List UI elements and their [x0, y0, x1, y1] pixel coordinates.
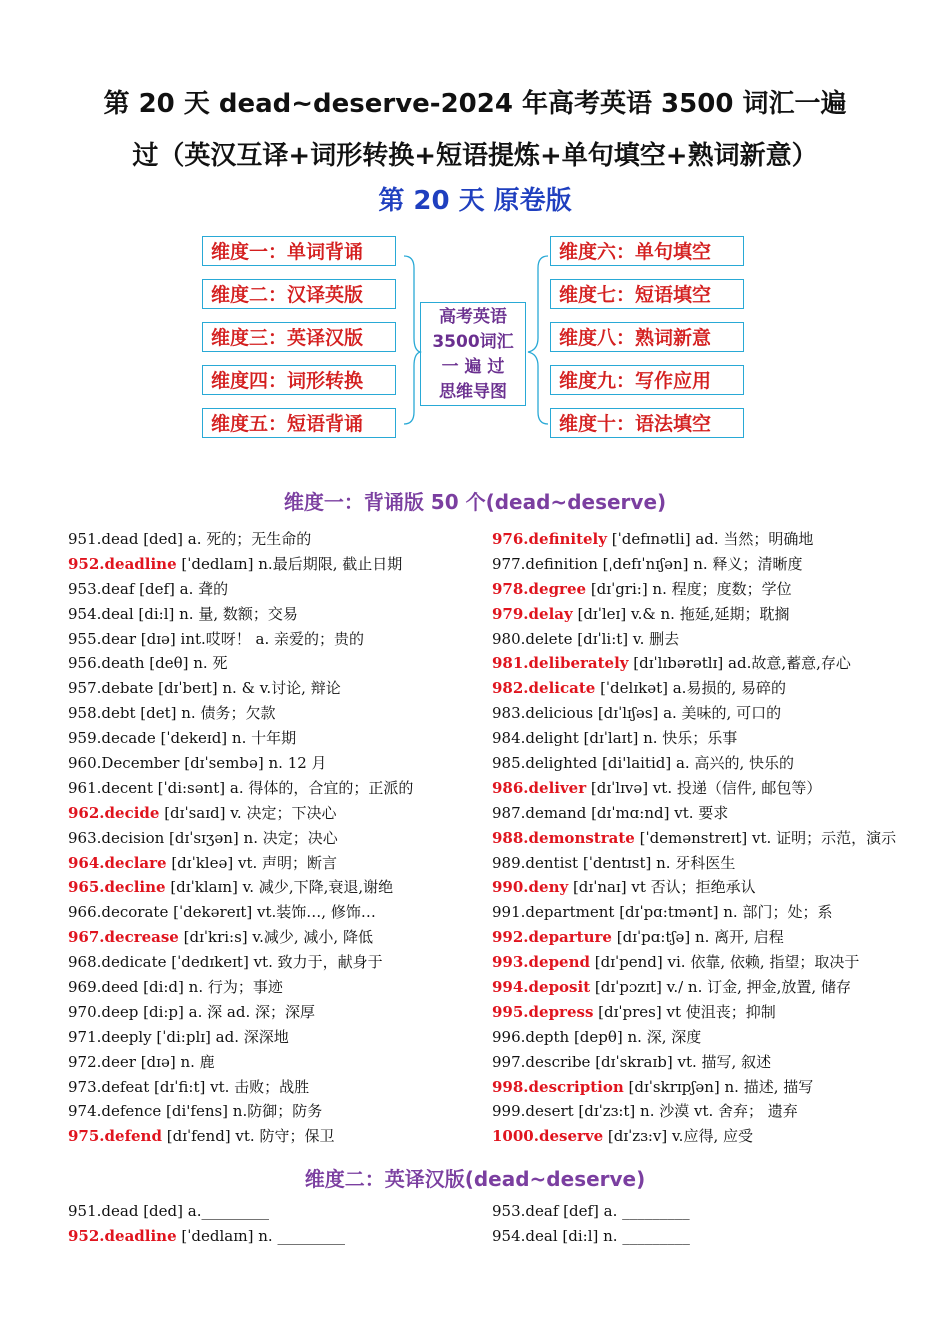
vocab-definition: [di'laitid] a. 高兴的, 快乐的 [597, 754, 794, 773]
vocab-headword: 952.deadline [68, 1226, 177, 1245]
vocab-headword: 967.decrease [68, 928, 179, 947]
section-1-heading: 维度一：背诵版 50 个(dead~deserve) [283, 490, 667, 514]
vocab-definition: [ˈdekeɪd] n. 十年期 [155, 729, 297, 748]
vocab-definition: [dɪˈleɪ] v.& n. 拖延,延期；耽搁 [572, 604, 790, 623]
section-2-left-column [68, 1199, 478, 1249]
vocab-headword: 954.deal [492, 1226, 558, 1245]
vocab-entry [68, 1050, 478, 1075]
mind-map-right-4: 维度九：写作应用 [550, 365, 744, 395]
mind-map-left-3: 维度三：英译汉版 [202, 322, 396, 352]
vocab-definition: [dɪˈkleə] vt. 声明；断言 [166, 853, 338, 872]
vocab-headword: 991.department [492, 903, 615, 922]
vocab-entry [492, 726, 932, 751]
vocab-entry [492, 900, 932, 925]
vocab-definition: [dɪˈlɪʃəs] a. 美味的, 可口的 [593, 704, 782, 723]
vocab-definition: [def] a. _________ [558, 1202, 690, 1220]
vocab-entry [492, 776, 932, 801]
title-line-2: 过（英汉互译+词形转换+短语提炼+单句填空+熟词新意） [132, 141, 818, 171]
vocab-entry [68, 577, 478, 602]
vocab-entry [68, 826, 478, 851]
vocab-headword: 951.dead [68, 1202, 139, 1220]
vocab-headword: 999.desert [492, 1102, 574, 1121]
vocab-definition: [dɪˈbeɪt] n. & v.讨论, 辩论 [153, 679, 341, 698]
vocab-definition: [dɪˈklaɪn] v. 减少,下降,衰退,谢绝 [165, 878, 394, 897]
vocab-definition: [ˈdedlaɪn] n. _________ [176, 1226, 345, 1245]
vocab-entry [68, 676, 478, 701]
vocab-definition: [ded] a. 死的；无生命的 [138, 530, 312, 548]
vocab-entry [492, 602, 932, 627]
vocab-definition: [def] a. 聋的 [134, 579, 229, 598]
vocab-headword: 964.declare [68, 853, 167, 872]
vocab-headword: 953.deaf [492, 1202, 559, 1220]
vocab-headword: 953.deaf [68, 579, 135, 598]
vocab-definition: [dɪˈzɜ:v] v.应得, 应受 [603, 1127, 753, 1146]
document-subtitle: 第 20 天 原卷版 [378, 186, 572, 216]
vocab-definition: [dɪˈzɜ:t] n. 沙漠 vt. 舍弃； 遗弃 [573, 1102, 798, 1121]
vocab-entry [68, 1124, 478, 1149]
vocab-entry [68, 527, 478, 552]
vocab-headword: 980.delete [492, 629, 573, 648]
vocab-entry [68, 875, 478, 900]
vocab-entry [68, 751, 478, 776]
vocab-headword: 976.definitely [492, 530, 607, 548]
vocab-headword: 951.dead [68, 530, 139, 548]
mind-map-center-line-4: 思维导图 [439, 382, 507, 402]
mind-map-center-line-1: 高考英语 [439, 307, 507, 327]
vocab-headword: 961.decent [68, 778, 153, 797]
vocab-definition: [dɪˈgri:] n. 程度；度数；学位 [586, 579, 792, 598]
vocab-definition: [dɪˈli:t] v. 删去 [572, 629, 680, 648]
vocab-definition: [dɪˈlaɪt] n. 快乐；乐事 [578, 729, 738, 748]
vocab-definition: [dɪˈskraɪb] vt. 描写, 叙述 [590, 1052, 772, 1071]
vocab-definition: [depθ] n. 深, 深度 [569, 1027, 702, 1046]
vocab-definition: [dɪˈpend] vi. 依靠, 依赖, 指望；取决于 [590, 953, 860, 972]
vocab-headword: 972.deer [68, 1052, 136, 1071]
vocab-entry [68, 925, 478, 950]
vocab-definition: [dɪˈsembə] n. 12 月 [179, 754, 327, 773]
vocab-headword: 981.deliberately [492, 654, 629, 673]
vocab-definition: [dɪˈpres] vt 使沮丧；抑制 [593, 1002, 776, 1021]
vocab-entry [492, 651, 932, 676]
vocab-definition: [dɪˈkri:s] v.减少, 减小, 降低 [178, 928, 373, 947]
vocab-definition: [det] n. 债务；欠款 [135, 704, 276, 723]
vocab-definition: [di:l] n. _________ [557, 1226, 690, 1245]
vocab-definition: [dɪˈskrɪpʃən] n. 描述, 描写 [623, 1077, 814, 1096]
vocab-definition: [ˈdedɪkeɪt] vt. 致力于，献身于 [166, 953, 383, 972]
vocab-headword: 952.deadline [68, 554, 177, 573]
vocab-headword: 966.decorate [68, 903, 169, 922]
vocab-entry [68, 975, 478, 1000]
vocab-definition: [di:l] n. 量, 数额；交易 [133, 604, 298, 623]
vocab-entry [492, 1000, 932, 1025]
vocab-definition: [ˌdefɪˈnɪʃən] n. 释义；清晰度 [597, 554, 803, 573]
mind-map-center [420, 302, 526, 406]
vocab-entry [68, 776, 478, 801]
vocab-headword: 958.debt [68, 704, 136, 723]
vocab-definition: [dɪˈpɔzɪt] v./ n. 订金, 押金,放置, 储存 [590, 978, 851, 997]
vocab-entry [68, 950, 478, 975]
vocab-entry [68, 1099, 478, 1124]
vocab-headword: 986.deliver [492, 778, 587, 797]
section-2-heading: 维度二：英译汉版(dead~deserve) [304, 1167, 646, 1191]
vocab-headword: 960.December [68, 754, 180, 773]
vocab-headword: 992.departure [492, 928, 612, 947]
vocab-entry [492, 950, 932, 975]
vocab-headword: 970.deep [68, 1002, 139, 1021]
mind-map-right-1: 维度六：单句填空 [550, 236, 744, 266]
vocab-headword: 996.depth [492, 1027, 570, 1046]
mind-map-left-1: 维度一：单词背诵 [202, 236, 396, 266]
vocab-entry [492, 925, 932, 950]
section-1-right-column [492, 527, 932, 1149]
vocab-definition: [ˈdi:plɪ] ad. 深深地 [151, 1027, 289, 1046]
vocab-definition: [dɪə] int.哎呀！ a. 亲爱的；贵的 [136, 629, 365, 648]
vocab-headword: 968.dedicate [68, 953, 167, 972]
vocab-entry [68, 1224, 478, 1249]
vocab-entry [68, 1025, 478, 1050]
vocab-headword: 988.demonstrate [492, 828, 635, 847]
vocab-headword: 994.deposit [492, 978, 591, 997]
vocab-headword: 984.delight [492, 729, 579, 748]
right-bracket [528, 256, 548, 424]
vocab-headword: 1000.deserve [492, 1127, 604, 1146]
vocab-entry [68, 552, 478, 577]
vocab-headword: 959.decade [68, 729, 156, 748]
vocab-entry [492, 975, 932, 1000]
vocab-headword: 985.delighted [492, 754, 598, 773]
vocab-definition: [dɪˈsɪʒən] n. 决定；决心 [164, 828, 338, 847]
mind-map-left-5: 维度五：短语背诵 [202, 408, 396, 438]
vocab-headword: 978.degree [492, 579, 587, 598]
vocab-definition: [dɪˈmɑ:nd] vt. 要求 [586, 803, 729, 822]
vocab-headword: 974.defence [68, 1102, 162, 1121]
vocab-headword: 971.deeply [68, 1027, 152, 1046]
vocab-entry [492, 1075, 932, 1100]
vocab-entry [68, 627, 478, 652]
vocab-headword: 995.depress [492, 1002, 594, 1021]
vocab-entry [492, 801, 932, 826]
vocab-definition: [di:p] a. 深 ad. 深；深厚 [138, 1002, 315, 1021]
vocab-entry [68, 1199, 478, 1224]
section-2-right-column [492, 1199, 932, 1249]
vocab-entry [492, 751, 932, 776]
mind-map [0, 0, 950, 460]
vocab-entry [492, 527, 932, 552]
vocab-definition: [dɪˈlɪbərətlɪ] ad.故意,蓄意,存心 [628, 654, 851, 673]
vocab-entry [492, 1224, 932, 1249]
vocab-headword: 989.dentist [492, 853, 579, 872]
vocab-entry [492, 1099, 932, 1124]
vocab-definition: [ˈdefɪnətli] ad. 当然；明确地 [606, 530, 814, 548]
vocab-definition: [deθ] n. 死 [144, 654, 228, 673]
vocab-headword: 954.deal [68, 604, 134, 623]
vocab-definition: [di:d] n. 行为；事迹 [138, 978, 283, 997]
vocab-headword: 987.demand [492, 803, 587, 822]
vocab-definition: [dɪˈpɑ:tmənt] n. 部门；处；系 [614, 903, 833, 922]
vocab-definition: [dɪˈsaɪd] v. 决定；下决心 [159, 803, 337, 822]
mind-map-right-2: 维度七：短语填空 [550, 279, 744, 309]
mind-map-left-4: 维度四：词形转换 [202, 365, 396, 395]
vocab-headword: 956.death [68, 654, 145, 673]
vocab-definition: [ˈdentɪst] n. 牙科医生 [578, 853, 736, 872]
vocab-definition: [dɪˈpɑ:tʃə] n. 离开, 启程 [611, 928, 784, 947]
vocab-definition: [ˈdelɪkət] a.易损的, 易碎的 [595, 679, 786, 698]
vocab-entry [68, 651, 478, 676]
vocab-headword: 955.dear [68, 629, 136, 648]
vocab-entry [68, 900, 478, 925]
vocab-entry [492, 1124, 932, 1149]
vocab-entry [492, 627, 932, 652]
vocab-entry [492, 1025, 932, 1050]
vocab-entry [492, 851, 932, 876]
vocab-headword: 983.delicious [492, 704, 594, 723]
vocab-entry [68, 801, 478, 826]
vocab-definition: [dɪə] n. 鹿 [135, 1052, 215, 1071]
mind-map-right-5: 维度十：语法填空 [550, 408, 744, 438]
vocab-entry [492, 875, 932, 900]
mind-map-center-line-2: 3500词汇 [432, 332, 514, 352]
vocab-entry [68, 1000, 478, 1025]
vocab-definition: [dɪˈlɪvə] vt. 投递（信件, 邮包等） [586, 778, 822, 797]
vocab-definition: [ded] a._________ [138, 1202, 269, 1220]
vocab-headword: 975.defend [68, 1127, 162, 1146]
vocab-headword: 993.depend [492, 953, 590, 972]
vocab-headword: 973.defeat [68, 1077, 150, 1096]
vocab-entry [68, 726, 478, 751]
vocab-definition: [dɪˈfi:t] vt. 击败；战胜 [149, 1077, 310, 1096]
mind-map-left-2: 维度二：汉译英版 [202, 279, 396, 309]
vocab-headword: 990.deny [492, 878, 569, 897]
vocab-definition: [ˈdekəreɪt] vt.装饰…, 修饰… [168, 903, 376, 922]
vocab-entry [492, 701, 932, 726]
title-line-1: 第 20 天 dead~deserve-2024 年高考英语 3500 词汇一遍 [103, 89, 847, 119]
vocab-entry [492, 552, 932, 577]
vocab-headword: 979.delay [492, 604, 573, 623]
vocab-headword: 998.description [492, 1077, 624, 1096]
vocab-headword: 962.decide [68, 803, 160, 822]
vocab-headword: 957.debate [68, 679, 154, 698]
vocab-entry [68, 1075, 478, 1100]
vocab-definition: [dɪˈnaɪ] vt 否认；拒绝承认 [568, 878, 756, 897]
vocab-definition: [dɪˈfend] vt. 防守；保卫 [161, 1127, 335, 1146]
vocab-entry [492, 1050, 932, 1075]
vocab-entry [492, 1199, 932, 1224]
vocab-entry [68, 602, 478, 627]
mind-map-right-3: 维度八：熟词新意 [550, 322, 744, 352]
vocab-definition: [ˈdedlaɪn] n.最后期限, 截止日期 [176, 554, 403, 573]
vocab-headword: 977.definition [492, 554, 598, 573]
left-bracket [404, 256, 420, 424]
vocab-headword: 963.decision [68, 828, 165, 847]
document-title [40, 78, 910, 182]
vocab-definition: [ˈdi:sənt] a. 得体的，合宜的；正派的 [152, 778, 414, 797]
vocab-entry [492, 676, 932, 701]
vocab-definition: [di'fens] n.防御；防务 [161, 1102, 323, 1121]
vocab-entry [68, 701, 478, 726]
vocab-entry [492, 826, 932, 851]
vocab-headword: 982.delicate [492, 679, 596, 698]
section-1-left-column [68, 527, 478, 1149]
vocab-entry [68, 851, 478, 876]
vocab-entry [492, 577, 932, 602]
vocab-headword: 997.describe [492, 1052, 591, 1071]
mind-map-center-line-3: 一 遍 过 [441, 357, 505, 377]
vocab-headword: 969.deed [68, 978, 139, 997]
vocab-headword: 965.decline [68, 878, 166, 897]
vocab-definition: [ˈdemənstreɪt] vt. 证明；示范，演示 [634, 828, 897, 847]
